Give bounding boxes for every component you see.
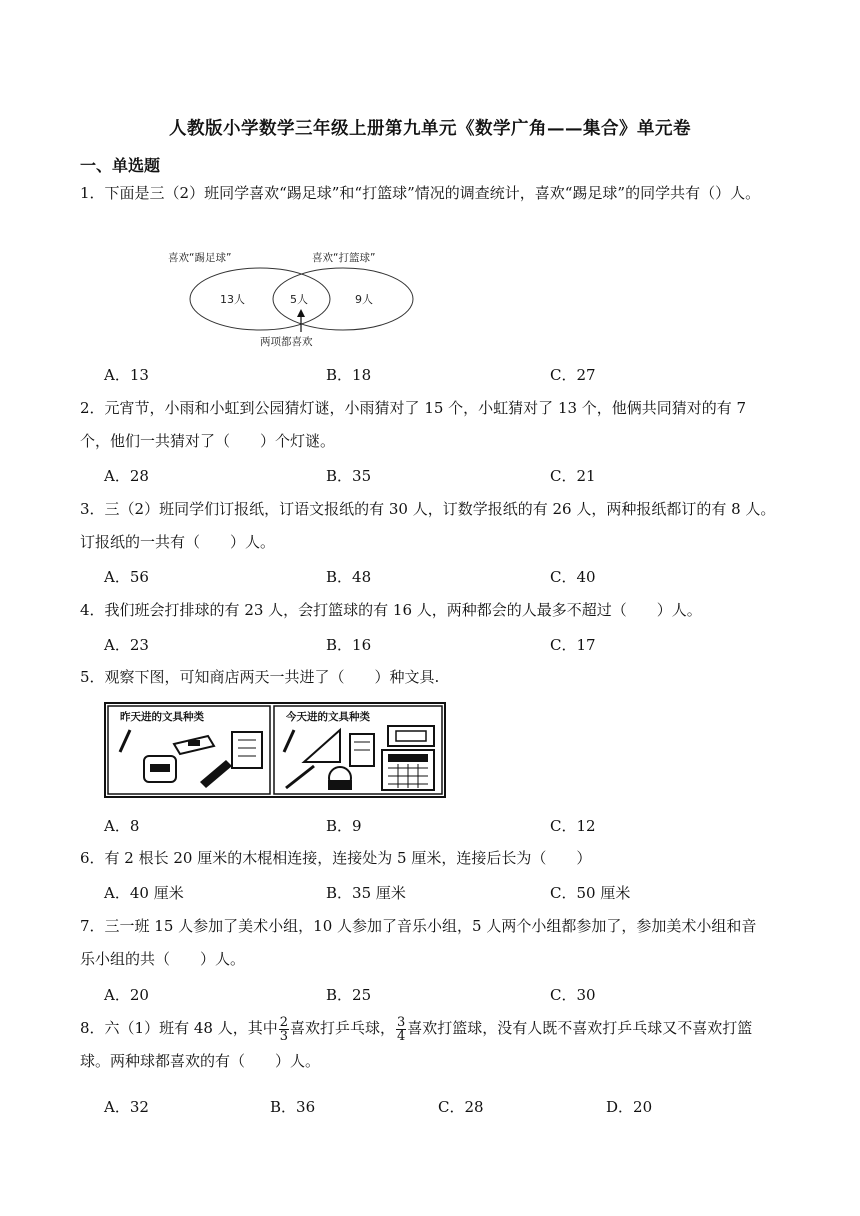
- question-4: [80, 594, 785, 627]
- option-a[interactable]: A．20: [104, 986, 149, 1004]
- venn-left-circle: [190, 268, 330, 330]
- panel-today-title: 今天进的文具种类: [286, 711, 370, 723]
- option-c[interactable]: C．30: [550, 986, 596, 1004]
- question-8-text-part-3: 喜欢打篮球，没有人既不喜欢打乒乓球又不喜欢打篮: [407, 1019, 753, 1037]
- option-b[interactable]: B．35: [326, 467, 372, 485]
- option-b[interactable]: B．25: [326, 986, 372, 1004]
- question-3-line-1: 3．三（2）班同学们订报纸，订语文报纸的有 30 人，订数学报纸的有 26 人，两种报纸都订的有 8 人。: [80, 500, 776, 518]
- page-title: 人教版小学数学三年级上册第九单元《数学广角——集合》单元卷: [169, 119, 691, 139]
- option-a[interactable]: A．40 厘米: [104, 884, 184, 902]
- option-b[interactable]: B．9: [326, 817, 362, 835]
- question-1: [80, 177, 785, 210]
- venn-left-only-value: 13人: [220, 293, 245, 306]
- question-2-line-2: 个，他们一共猜对了（ ）个灯谜。: [80, 432, 336, 450]
- question-6: [80, 842, 785, 875]
- option-c[interactable]: C．27: [550, 366, 596, 384]
- question-2-options: [104, 465, 784, 489]
- option-c[interactable]: C．12: [550, 817, 596, 835]
- fraction-two-thirds: [279, 1016, 289, 1043]
- fraction-three-quarters: [396, 1016, 406, 1043]
- option-b[interactable]: B．16: [326, 636, 372, 654]
- question-5-options: [104, 815, 784, 839]
- option-c[interactable]: C．40: [550, 568, 596, 586]
- fraction-denominator: 3: [279, 1028, 288, 1044]
- fraction-numerator: 2: [279, 1014, 288, 1030]
- venn-left-label: 喜欢“踢足球”: [168, 252, 232, 264]
- question-8-options: [104, 1096, 784, 1120]
- question-8: [80, 1012, 785, 1078]
- option-a[interactable]: A．32: [104, 1098, 149, 1116]
- question-7-line-1: 7．三一班 15 人参加了美术小组，10 人参加了音乐小组，5 人两个小组都参加了，参加美术小组和音: [80, 917, 757, 935]
- option-b[interactable]: B．18: [326, 366, 372, 384]
- question-8-text-part-1: 8．六（1）班有 48 人，其中: [80, 1019, 278, 1037]
- question-2-line-1: 2．元宵节，小雨和小虹到公园猜灯谜，小雨猜对了 15 个，小虹猜对了 13 个，他俩共同猜对的有 7: [80, 399, 747, 417]
- venn-both-value: 5人: [290, 293, 308, 306]
- question-7: [80, 910, 785, 976]
- venn-bottom-label: 两项都喜欢: [260, 336, 313, 348]
- option-c[interactable]: C．28: [438, 1098, 484, 1116]
- section-heading: 一、单选题: [80, 156, 161, 175]
- question-3: [80, 493, 785, 559]
- fraction-numerator: 3: [397, 1014, 406, 1030]
- question-4-text: 4．我们班会打排球的有 23 人，会打篮球的有 16 人，两种都会的人最多不超过（ ）人。: [80, 601, 702, 619]
- option-a[interactable]: A．28: [104, 467, 149, 485]
- question-5: [80, 661, 785, 694]
- question-5-text: 5．观察下图，可知商店两天一共进了（ ）种文具.: [80, 668, 440, 686]
- question-7-line-2: 乐小组的共（ ）人。: [80, 950, 246, 968]
- question-7-options: [104, 984, 784, 1008]
- question-8-line-2: 球。两种球都喜欢的有（ ）人。: [80, 1052, 321, 1070]
- option-b[interactable]: B．36: [270, 1098, 316, 1116]
- option-a[interactable]: A．23: [104, 636, 149, 654]
- question-8-text-part-2: 喜欢打乒乓球，: [290, 1019, 396, 1037]
- question-3-options: [104, 566, 784, 590]
- question-1-text: 1．下面是三（2）班同学喜欢“踢足球”和“打篮球”情况的调查统计，喜欢“踢足球”的同学共有（）人。: [80, 184, 761, 202]
- question-4-options: [104, 634, 784, 658]
- option-a[interactable]: A．8: [104, 817, 140, 835]
- question-1-options: [104, 364, 784, 388]
- option-a[interactable]: A．56: [104, 568, 149, 586]
- option-b[interactable]: B．48: [326, 568, 372, 586]
- option-c[interactable]: C．50 厘米: [550, 884, 631, 902]
- question-8-line-1: [80, 1012, 785, 1045]
- venn-right-label: 喜欢“打篮球”: [312, 252, 376, 264]
- question-3-line-2: 订报纸的一共有（ ）人。: [80, 533, 276, 551]
- option-c[interactable]: C．17: [550, 636, 596, 654]
- panel-yesterday-title: 昨天进的文具种类: [120, 711, 204, 723]
- option-d[interactable]: D．20: [606, 1098, 653, 1116]
- venn-arrow-head-icon: [297, 309, 305, 317]
- option-a[interactable]: A．13: [104, 366, 149, 384]
- fraction-denominator: 4: [397, 1028, 406, 1044]
- option-c[interactable]: C．21: [550, 467, 596, 485]
- question-2: [80, 392, 785, 458]
- option-b[interactable]: B．35 厘米: [326, 884, 406, 902]
- venn-diagram: [160, 244, 450, 354]
- stationery-illustration: [104, 702, 446, 798]
- question-6-text: 6．有 2 根长 20 厘米的木棍相连接，连接处为 5 厘米，连接后长为（ ）: [80, 849, 592, 867]
- question-6-options: [104, 882, 784, 906]
- venn-right-only-value: 9人: [355, 293, 373, 306]
